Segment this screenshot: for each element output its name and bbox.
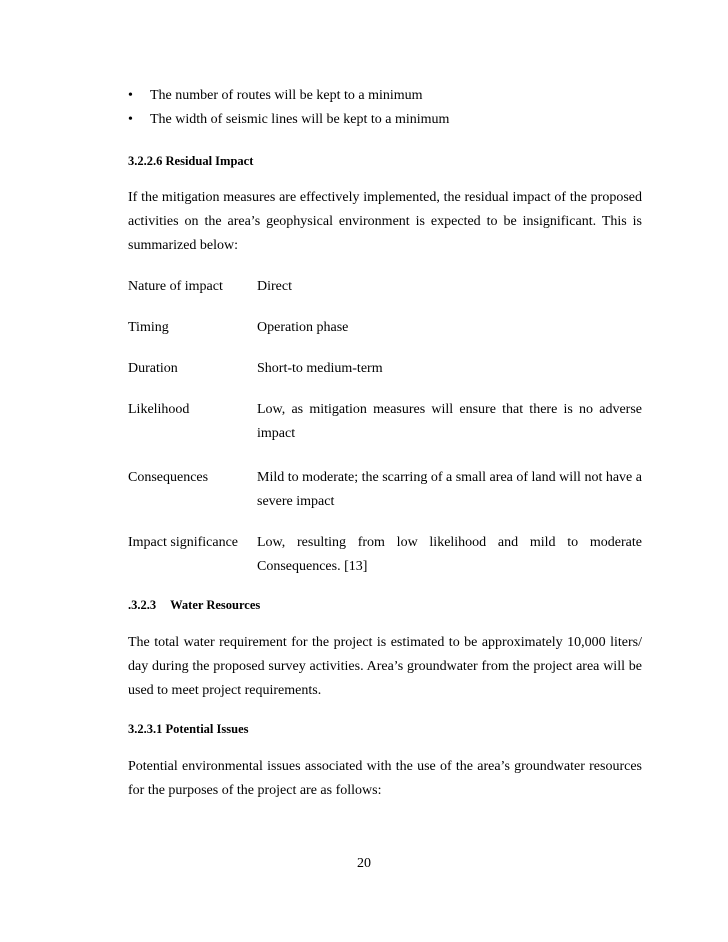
- water-resources-paragraph: The total water requirement for the project is estimated to be approximately 10,000 liters/ day during the proposed survey activities. Area’s groundwater from the project area will be used to meet project requirements.: [128, 635, 642, 698]
- impact-row-duration: [128, 357, 642, 381]
- impact-row-consequences: [128, 466, 642, 514]
- bullet-list: [128, 84, 642, 132]
- impact-label: Impact significance: [128, 535, 239, 550]
- section-number: .3.2.3: [128, 598, 157, 612]
- bullet-item: [128, 108, 642, 132]
- impact-value: Low, as mitigation measures will ensure that there is no adverse impact: [257, 402, 642, 441]
- impact-label: Likelihood: [128, 402, 190, 417]
- impact-label: Timing: [128, 320, 169, 335]
- impact-row-likelihood: [128, 398, 642, 446]
- page-number: 20: [357, 856, 371, 871]
- impact-label: Duration: [128, 361, 178, 376]
- bullet-text: The number of routes will be kept to a minimum: [150, 88, 423, 103]
- impact-row-timing: [128, 316, 642, 340]
- section-title: Water Resources: [170, 598, 261, 612]
- bullet-item: [128, 84, 642, 108]
- impact-value: Low, resulting from low likelihood and mild to moderate Consequences. [13]: [257, 535, 642, 574]
- potential-issues-paragraph: Potential environmental issues associated with the use of the area’s groundwater resources for the purposes of the project are as follows:: [128, 759, 642, 798]
- impact-value: Operation phase: [257, 320, 349, 335]
- impact-summary-table: [128, 275, 642, 579]
- bullet-icon: •: [128, 88, 133, 103]
- impact-value: Direct: [257, 279, 292, 294]
- impact-value: Short-to medium-term: [257, 361, 383, 376]
- impact-row-significance: [128, 531, 642, 579]
- impact-value: Mild to moderate; the scarring of a small area of land will not have a severe impact: [257, 470, 642, 509]
- bullet-icon: •: [128, 112, 133, 127]
- impact-label: Consequences: [128, 470, 209, 485]
- section-heading-residual-impact: 3.2.2.6 Residual Impact: [128, 154, 254, 168]
- document-page: [128, 84, 642, 803]
- residual-impact-paragraph: If the mitigation measures are effectively implemented, the residual impact of the proposed activities on the area’s geophysical environment is expected to be insignificant. This is summarized below:: [128, 190, 642, 253]
- bullet-text: The width of seismic lines will be kept to a minimum: [150, 112, 450, 127]
- impact-label: Nature of impact: [128, 279, 223, 294]
- section-heading-water-resources: [128, 598, 642, 613]
- section-heading-potential-issues: 3.2.3.1 Potential Issues: [128, 722, 249, 736]
- impact-row-nature: [128, 275, 642, 299]
